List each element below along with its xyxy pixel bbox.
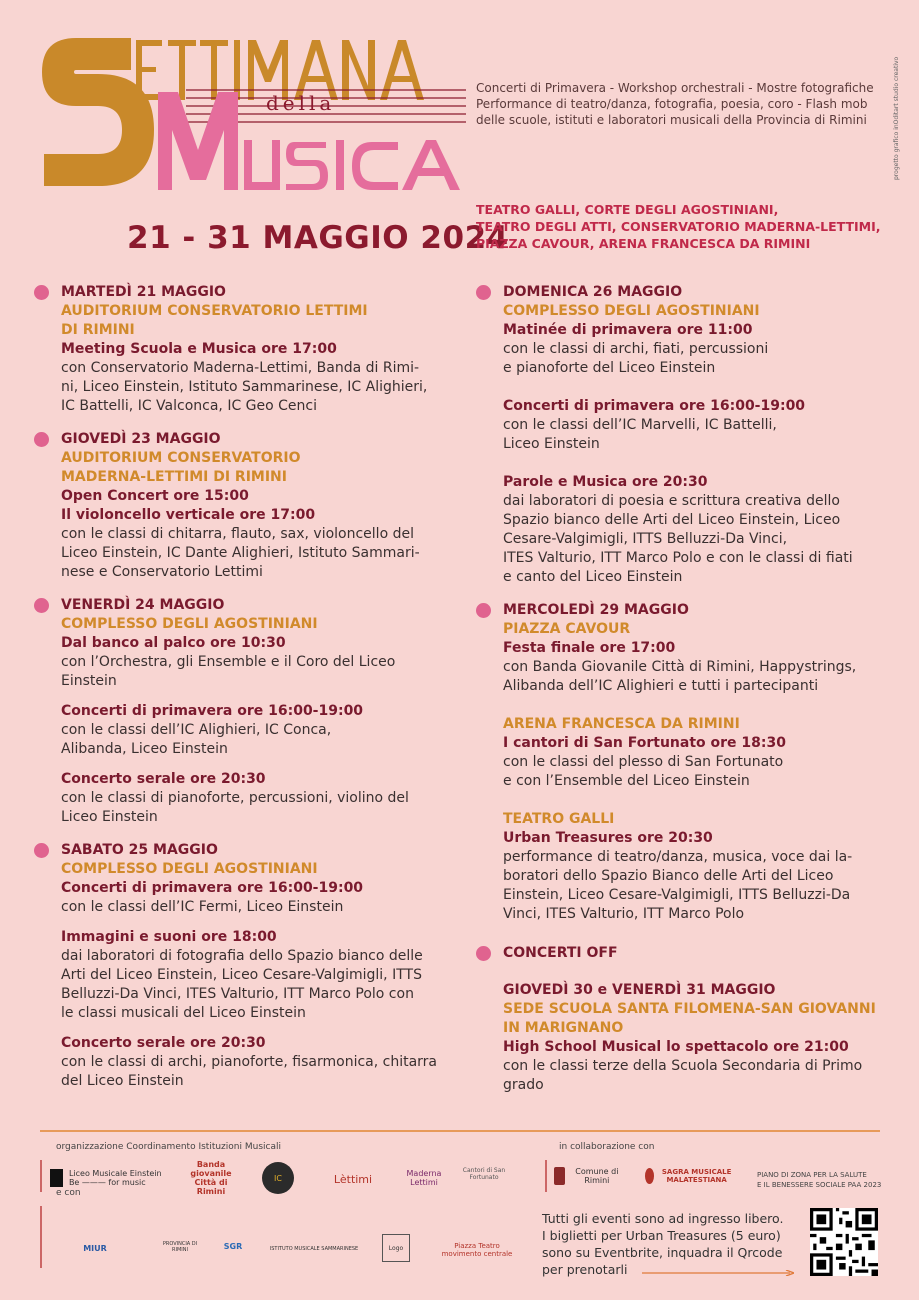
miur-logo: MIUR xyxy=(83,1243,107,1253)
venue-name: SEDE SCUOLA SANTA FILOMENA-SAN GIOVANNI xyxy=(503,1001,876,1017)
event-title: High School Musical lo spettacolo ore 21:00 xyxy=(503,1039,849,1055)
festival-logo xyxy=(36,30,476,210)
event xyxy=(61,879,456,917)
econ-label: e con xyxy=(56,1188,81,1198)
day-block xyxy=(61,596,456,827)
day-title: VENERDÌ 24 MAGGIO xyxy=(61,597,225,613)
event-title: Dal banco al palco ore 10:30 xyxy=(61,635,286,651)
event-title: Concerti di primavera ore 16:00-19:00 xyxy=(503,398,806,414)
venue-name: COMPLESSO DEGLI AGOSTINIANI xyxy=(61,616,318,632)
event-description xyxy=(503,658,898,696)
event xyxy=(61,770,456,827)
desc-line: con l’Orchestra, gli Ensemble e il Coro del Liceo xyxy=(61,654,396,670)
desc-line: boratori dello Spazio Bianco delle Arti del Liceo xyxy=(503,868,834,884)
event-title: Parole e Musica ore 20:30 xyxy=(503,474,708,490)
event xyxy=(61,340,456,416)
event xyxy=(61,928,456,1023)
desc-line: con le classi di archi, fiati, percussioni xyxy=(503,341,769,357)
sagra-musicale-logo: SAGRA MUSICALE MALATESTIANA xyxy=(645,1165,735,1187)
tagline-line: Concerti di Primavera - Workshop orchestrali - Mostre fotografiche xyxy=(476,81,874,95)
cantori-logo: Cantori di San Fortunato xyxy=(462,1167,506,1181)
bullet-icon xyxy=(34,843,49,858)
desc-line: Einstein, Liceo Cesare-Valgimigli, ITTS Belluzzi-Da xyxy=(503,887,851,903)
day-subtitle: GIOVEDÌ 30 e VENERDÌ 31 MAGGIO xyxy=(503,982,776,998)
arrow-right-icon xyxy=(642,1270,794,1276)
event-title: Meeting Scuola e Musica ore 17:00 xyxy=(61,341,337,357)
tagline xyxy=(476,80,896,128)
org-label: organizzazione Coordinamento Istituzioni Musicali xyxy=(56,1142,281,1152)
event-description xyxy=(61,789,456,827)
desc-line: con le classi del plesso di San Fortunato xyxy=(503,754,784,770)
note-line: per prenotarli xyxy=(542,1262,628,1277)
desc-line: le classi musicali del Liceo Einstein xyxy=(61,1005,306,1021)
day-title: MARTEDÌ 21 MAGGIO xyxy=(61,284,226,300)
venue-name: COMPLESSO DEGLI AGOSTINIANI xyxy=(503,303,760,319)
provincia-rimini-logo: PROVINCIA DI RIMINI xyxy=(162,1241,198,1253)
event-description xyxy=(503,1057,898,1095)
day-title: DOMENICA 26 MAGGIO xyxy=(503,284,683,300)
event-description xyxy=(503,416,898,454)
venue-name: TEATRO GALLI xyxy=(503,811,615,827)
desc-line: e pianoforte del Liceo Einstein xyxy=(503,360,716,376)
event xyxy=(503,734,898,791)
event-description xyxy=(61,898,456,917)
note-line: Tutti gli eventi sono ad ingresso libero. xyxy=(542,1211,784,1226)
partner-logo: Logo xyxy=(382,1234,410,1262)
desc-line: con le classi dell’IC Alighieri, IC Conca, xyxy=(61,722,332,738)
event-description xyxy=(61,359,456,416)
design-credit: progetto grafico inOditart studio creativo xyxy=(893,56,900,180)
note-line: I biglietti per Urban Treasures (5 euro) xyxy=(542,1228,781,1243)
event-description xyxy=(503,848,898,924)
bracket-collab xyxy=(545,1160,547,1192)
desc-line: con le classi terze della Scuola Secondaria di Primo xyxy=(503,1058,863,1074)
desc-line: Alibanda dell’IC Alighieri e tutti i partecipanti xyxy=(503,678,819,694)
sgr-logo: SGR xyxy=(223,1241,243,1251)
event-dates: 21 - 31 MAGGIO 2024 xyxy=(127,220,509,256)
day-title: SABATO 25 MAGGIO xyxy=(61,842,218,858)
venue-name: PIAZZA CAVOUR xyxy=(503,621,631,637)
desc-line: con le classi dell’IC Marvelli, IC Battelli, xyxy=(503,417,777,433)
desc-line: Spazio bianco delle Arti del Liceo Einstein, Liceo xyxy=(503,512,841,528)
event-title: Concerto serale ore 20:30 xyxy=(61,1035,266,1051)
day-block xyxy=(61,430,456,582)
desc-line: performance di teatro/danza, musica, voce dai la- xyxy=(503,849,853,865)
desc-line: con le classi di archi, pianoforte, fisarmonica, chitarra xyxy=(61,1054,438,1070)
bracket-left xyxy=(40,1160,42,1192)
venue-name: DI RIMINI xyxy=(61,322,135,338)
event xyxy=(61,1034,456,1091)
event-title: Concerto serale ore 20:30 xyxy=(61,771,266,787)
program-left-column xyxy=(61,283,456,1105)
bullet-icon xyxy=(34,285,49,300)
venues-list xyxy=(476,201,896,252)
desc-line: dai laboratori di fotografia dello Spazio bianco delle xyxy=(61,948,423,964)
bullet-icon xyxy=(476,946,491,961)
event xyxy=(503,397,898,454)
desc-line: Liceo Einstein xyxy=(61,809,158,825)
desc-line: e canto del Liceo Einstein xyxy=(503,569,683,585)
event xyxy=(503,829,898,924)
desc-line: e con l’Ensemble del Liceo Einstein xyxy=(503,773,750,789)
desc-line: con le classi di pianoforte, percussioni, violino del xyxy=(61,790,409,806)
event-description xyxy=(503,753,898,791)
day-block xyxy=(503,944,898,1095)
desc-line: con Conservatorio Maderna-Lettimi, Banda di Rimi- xyxy=(61,360,420,376)
day-block xyxy=(61,283,456,416)
venue-name: AUDITORIUM CONSERVATORIO xyxy=(61,450,301,466)
bullet-icon xyxy=(476,285,491,300)
comune-rimini-logo: Comune di Rimini xyxy=(554,1165,624,1187)
venue-name: IN MARIGNANO xyxy=(503,1020,624,1036)
piazza-teatro-logo: Piazza Teatro movimento centrale xyxy=(441,1242,513,1258)
tagline-line: Performance di teatro/danza, fotografia, poesia, coro - Flash mob xyxy=(476,97,868,111)
logo-della: della xyxy=(266,91,336,115)
event-description xyxy=(61,653,456,691)
banda-giovanile-logo: Banda giovanile Città di Rimini xyxy=(190,1160,232,1196)
bullet-icon xyxy=(476,603,491,618)
desc-line: con le classi dell’IC Fermi, Liceo Einstein xyxy=(61,899,344,915)
day-title: GIOVEDÌ 23 MAGGIO xyxy=(61,431,221,447)
day-title: CONCERTI OFF xyxy=(503,945,618,961)
desc-line: Einstein xyxy=(61,673,117,689)
desc-line: Alibanda, Liceo Einstein xyxy=(61,741,228,757)
event-description xyxy=(503,492,898,587)
program-right-column xyxy=(503,283,898,1109)
desc-line: dai laboratori di poesia e scrittura creativa dello xyxy=(503,493,840,509)
tagline-line: delle scuole, istituti e laboratori musicali della Provincia di Rimini xyxy=(476,113,867,127)
footer-divider xyxy=(40,1130,880,1132)
day-title: MERCOLEDÌ 29 MAGGIO xyxy=(503,602,689,618)
venue-name: ARENA FRANCESCA DA RIMINI xyxy=(503,716,740,732)
bullet-icon xyxy=(34,598,49,613)
event-title: Concerti di primavera ore 16:00-19:00 xyxy=(61,703,364,719)
event-title: Concerti di primavera ore 16:00-19:00 xyxy=(61,880,364,896)
venue-name: COMPLESSO DEGLI AGOSTINIANI xyxy=(61,861,318,877)
istituto-sammarinese-logo: ISTITUTO MUSICALE SAMMARINESE xyxy=(269,1246,359,1252)
desc-line: Liceo Einstein xyxy=(503,436,600,452)
day-block xyxy=(503,601,898,924)
event-title: Matinée di primavera ore 11:00 xyxy=(503,322,753,338)
qr-code-icon[interactable] xyxy=(810,1208,878,1276)
desc-line: nese e Conservatorio Lettimi xyxy=(61,564,263,580)
day-block xyxy=(503,283,898,587)
event xyxy=(61,702,456,759)
desc-line: grado xyxy=(503,1077,544,1093)
venue-line: TEATRO DEGLI ATTI, CONSERVATORIO MADERNA-LETTIMI, xyxy=(476,219,881,234)
desc-line: Cesare-Valgimigli, ITTS Belluzzi-Da Vinci, xyxy=(503,531,788,547)
event-title: Urban Treasures ore 20:30 xyxy=(503,830,713,846)
desc-line: Liceo Einstein, IC Dante Alighieri, Istituto Sammari- xyxy=(61,545,420,561)
note-line: sono su Eventbrite, inquadra il Qrcode xyxy=(542,1245,783,1260)
desc-line: ni, Liceo Einstein, Istituto Sammarinese, IC Alighieri, xyxy=(61,379,428,395)
venue-line: TEATRO GALLI, CORTE DEGLI AGOSTINIANI, xyxy=(476,202,779,217)
desc-line: con Banda Giovanile Città di Rimini, Happystrings, xyxy=(503,659,857,675)
free-entry-note xyxy=(542,1210,802,1278)
event-title: I cantori di San Fortunato ore 18:30 xyxy=(503,735,786,751)
event xyxy=(503,473,898,587)
event xyxy=(61,506,456,582)
event-description xyxy=(61,721,456,759)
lettimi-logo: Lèttimi xyxy=(333,1172,373,1186)
event-title: Il violoncello verticale ore 17:00 xyxy=(61,507,316,523)
bracket-econ xyxy=(40,1206,42,1268)
desc-line: Arti del Liceo Einstein, Liceo Cesare-Valgimigli, ITTS xyxy=(61,967,422,983)
event-title: Festa finale ore 17:00 xyxy=(503,640,676,656)
logo-musica xyxy=(244,140,460,190)
venue-line: PIAZZA CAVOUR, ARENA FRANCESCA DA RIMINI xyxy=(476,236,811,251)
bullet-icon xyxy=(34,432,49,447)
collab-label: in collaborazione con xyxy=(559,1142,655,1152)
desc-line: ITES Valturio, ITT Marco Polo e con le classi di fiati xyxy=(503,550,853,566)
event xyxy=(61,634,456,691)
venue-name: MADERNA-LETTIMI DI RIMINI xyxy=(61,469,287,485)
desc-line: Vinci, ITES Valturio, ITT Marco Polo xyxy=(503,906,745,922)
event-description xyxy=(61,525,456,582)
event-description xyxy=(503,340,898,378)
event-description xyxy=(61,1053,456,1091)
desc-line: con le classi di chitarra, flauto, sax, violoncello del xyxy=(61,526,414,542)
event-title: Immagini e suoni ore 18:00 xyxy=(61,929,277,945)
ic-badge-logo: IC xyxy=(262,1162,294,1194)
event xyxy=(503,321,898,378)
desc-line: IC Battelli, IC Valconca, IC Geo Cenci xyxy=(61,398,318,414)
desc-line: del Liceo Einstein xyxy=(61,1073,184,1089)
event xyxy=(503,639,898,696)
event xyxy=(503,1038,898,1095)
piano-zona-text: PIANO DI ZONA PER LA SALUTE E IL BENESSERE SOCIALE PAA 2023 xyxy=(757,1171,882,1189)
event-title: Open Concert ore 15:00 xyxy=(61,488,249,504)
day-block xyxy=(61,841,456,1091)
event-description xyxy=(61,947,456,1023)
maderna-lettimi-logo: Maderna Lettimi xyxy=(406,1169,442,1187)
liceo-einstein-logo: Liceo Musicale Einstein Be ——— for music xyxy=(50,1165,170,1191)
desc-line: Belluzzi-Da Vinci, ITES Valturio, ITT Marco Polo con xyxy=(61,986,414,1002)
venue-name: AUDITORIUM CONSERVATORIO LETTIMI xyxy=(61,303,368,319)
